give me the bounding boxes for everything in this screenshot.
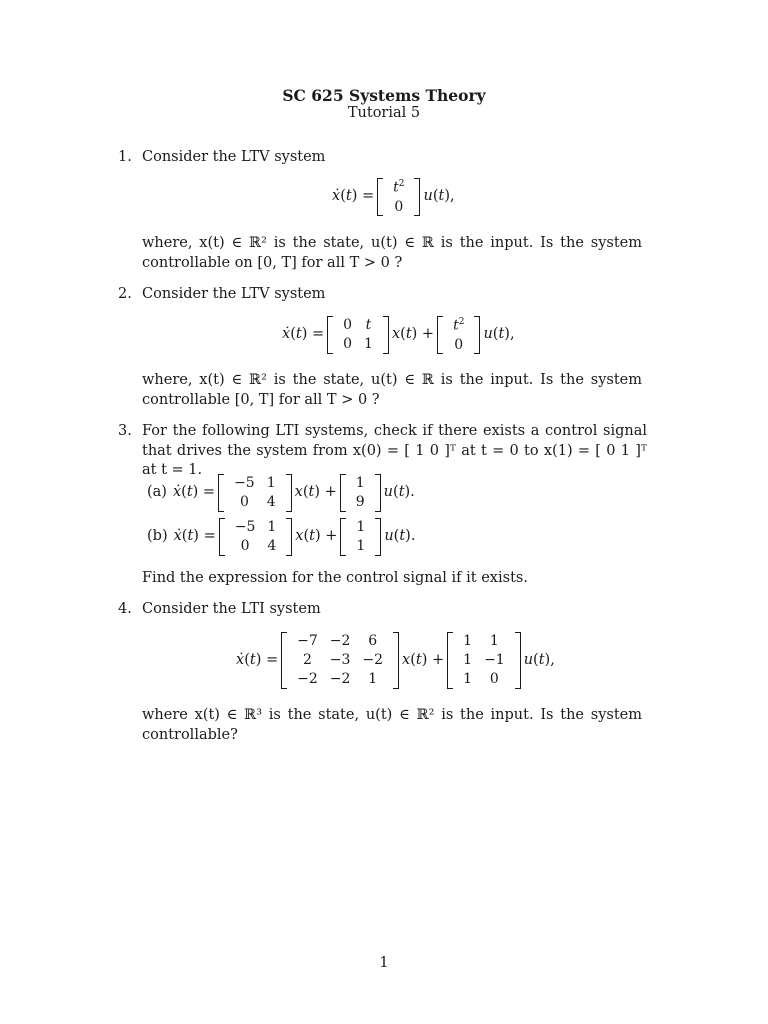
equation-3b: (b) ẋ(t) = −5 1 0 4 x(t) + 1 1 u(t). bbox=[147, 519, 416, 554]
problem-intro: Consider the LTV system bbox=[142, 149, 326, 165]
equation-2: ẋ(t) = 0 t 0 1 x(t) + $t^2$ 0 u(t), bbox=[282, 317, 515, 353]
problem-2-text: where, x(t) ∈ ℝ² is the state, u(t) ∈ ℝ is the input. Is the system controllable [0, T] for all T > 0 ? bbox=[142, 372, 642, 408]
equation-4: ẋ(t) = −7 −2 6 2 −3 −2 −2 −2 1 x(t) + 1 1 1 −1 1 0 u(t), bbox=[236, 633, 555, 687]
part-label: (b) bbox=[147, 528, 168, 545]
page-number: 1 bbox=[379, 955, 389, 971]
problem-number: 4. bbox=[118, 601, 132, 617]
problem-intro: Consider the LTI system bbox=[142, 601, 321, 617]
problem-number: 2. bbox=[118, 286, 132, 302]
equation-3a: (a) ẋ(t) = −5 1 0 4 x(t) + 1 9 u(t). bbox=[147, 475, 415, 510]
problem-1-text: where, x(t) ∈ ℝ² is the state, u(t) ∈ ℝ is the input. Is the system controllable on [0, T] for all T > 0 ? bbox=[142, 235, 642, 271]
page-subtitle: Tutorial 5 bbox=[347, 105, 421, 121]
problem-number: 1. bbox=[118, 149, 132, 165]
problem-4-text: where x(t) ∈ ℝ³ is the state, u(t) ∈ ℝ² is the input. Is the system controllable? bbox=[142, 707, 642, 743]
page-title: SC 625 Systems Theory bbox=[282, 86, 486, 105]
problem-3-text: Find the expression for the control signal if it exists. bbox=[142, 570, 528, 586]
equation-1: ẋ(t) = $t^2$ 0 u(t), bbox=[332, 179, 455, 215]
part-label: (a) bbox=[147, 484, 167, 501]
problem-intro: Consider the LTV system bbox=[142, 286, 326, 302]
problem-intro: For the following LTI systems, check if there exists a control signal that drives the system from x(0) = [ 1 0 ]ᵀ at t = 0 to x(1) = [ 0 1 ]ᵀ at t = 1. bbox=[142, 423, 647, 479]
problem-number: 3. bbox=[118, 423, 132, 439]
